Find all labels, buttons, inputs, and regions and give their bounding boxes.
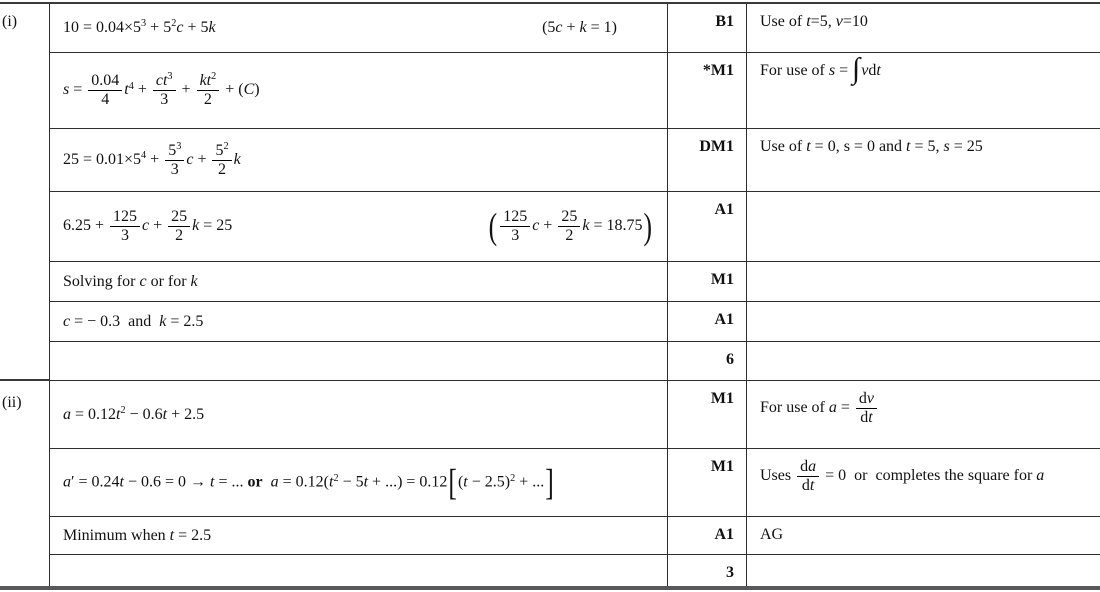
math-msup xyxy=(510,473,515,484)
math-mi: k xyxy=(579,19,587,36)
comment-cell xyxy=(747,53,1100,129)
math-mi: t xyxy=(124,81,129,99)
total-marks-i: 6 xyxy=(668,342,747,381)
math-mi: v xyxy=(866,390,875,407)
working-cell xyxy=(50,342,668,381)
math-mfr xyxy=(165,142,184,179)
equation-side xyxy=(542,19,617,37)
math-mn xyxy=(797,458,819,477)
part-label-i-cell xyxy=(0,4,50,381)
math-mn xyxy=(168,208,190,227)
working-cell xyxy=(50,381,668,449)
math-mt: Uses xyxy=(760,467,796,485)
mark-cell: M1 xyxy=(668,262,747,302)
math-mt: 125 xyxy=(113,208,138,226)
math-mt: = 0.12 xyxy=(71,405,117,423)
math-mt: + xyxy=(149,217,167,235)
math-mi: v xyxy=(861,62,869,79)
math-mt: = 5, xyxy=(910,138,944,155)
working-cell xyxy=(50,192,668,262)
total-marks-ii: 3 xyxy=(668,555,747,586)
math-msup xyxy=(333,473,338,484)
math-mt: + xyxy=(539,217,557,235)
mark-cell: M1 xyxy=(668,381,747,449)
math-mi: t xyxy=(906,138,911,155)
math-msup xyxy=(141,18,146,29)
math-mt: = xyxy=(836,399,854,417)
math-mt: 25 xyxy=(171,208,188,226)
math-mi: t xyxy=(463,473,468,491)
math-mi: k xyxy=(208,19,216,36)
math-mt: =5, xyxy=(810,13,836,30)
math-mt: 3 xyxy=(160,91,169,108)
math-mfr xyxy=(168,208,190,245)
math-mt: 3 xyxy=(176,140,182,152)
math-mi: C xyxy=(243,81,255,99)
equation xyxy=(63,273,198,291)
equation xyxy=(63,72,260,109)
mark-cell: DM1 xyxy=(668,129,747,192)
math-mbig: ) xyxy=(643,204,652,247)
math-mt: = 0 or completes the square for xyxy=(821,467,1037,485)
math-mi: t xyxy=(363,473,369,491)
math-mt: d xyxy=(858,390,867,407)
math-msup xyxy=(129,81,134,92)
math-mt: ( xyxy=(457,473,464,491)
math-mt: 5 xyxy=(168,141,177,159)
math-mt: 2 xyxy=(171,18,177,30)
equation xyxy=(63,406,204,424)
math-mfr xyxy=(88,72,122,109)
math-mt: − 5 xyxy=(338,473,364,491)
equation xyxy=(63,19,216,37)
math-mt: − 2.5) xyxy=(467,473,511,491)
math-mt: 2 xyxy=(333,472,339,484)
math-md xyxy=(797,477,819,495)
math-mn xyxy=(153,72,176,91)
math-md xyxy=(558,227,580,245)
math-mt: = 25 xyxy=(199,217,233,235)
math-mn xyxy=(110,208,140,227)
math-mt: = xyxy=(835,62,853,79)
math-mt: For use of xyxy=(760,399,829,417)
math-mt: 25 xyxy=(561,208,578,226)
math-mt: 2 xyxy=(211,71,217,83)
math-mt: + xyxy=(177,81,195,99)
math-msup xyxy=(171,18,176,29)
math-msup xyxy=(176,141,181,152)
math-mn xyxy=(165,142,184,161)
math-mt: 4 xyxy=(101,91,110,108)
math-mi: t xyxy=(809,476,815,494)
math-mt: 3 xyxy=(121,227,130,244)
part-label-i: (i) xyxy=(2,13,18,30)
math-mt: = − 0.3 and xyxy=(70,312,160,330)
math-mt: + xyxy=(146,150,164,168)
math-mt: ′ = 0.24 xyxy=(71,473,120,491)
math-mi: c xyxy=(176,19,184,36)
math-mt: 25 = 0.01×5 xyxy=(63,150,142,168)
math-mt: 2 xyxy=(223,140,229,152)
math-mi: ct xyxy=(155,72,168,90)
math-mt: 4 xyxy=(141,150,147,162)
math-mn xyxy=(558,208,580,227)
math-mi: k xyxy=(233,150,241,168)
working-cell xyxy=(50,262,668,302)
math-mi: a xyxy=(1036,467,1045,485)
math-mi: a xyxy=(828,399,837,417)
math-mi: t xyxy=(876,62,881,79)
math-mt: 2 xyxy=(510,472,516,484)
math-mi: t xyxy=(806,138,811,155)
math-md xyxy=(153,91,176,109)
mark-cell: A1 xyxy=(668,517,747,555)
math-mi: t xyxy=(210,473,215,491)
math-mt: =10 xyxy=(842,13,868,30)
math-msup xyxy=(141,150,146,161)
math-mt: + ( xyxy=(221,81,244,99)
working-cell xyxy=(50,53,668,129)
math-mn xyxy=(856,390,877,409)
math-msup xyxy=(120,405,125,416)
math-mt: + ...) = 0.12 xyxy=(368,473,448,491)
comment-text xyxy=(760,458,1044,495)
math-mi: k xyxy=(159,312,167,330)
comment-text xyxy=(760,390,879,427)
math-mi: c xyxy=(139,272,147,290)
math-mn xyxy=(212,142,231,161)
math-mi: k xyxy=(582,217,590,235)
math-mt: + xyxy=(133,81,151,99)
mark-cell: M1 xyxy=(668,449,747,517)
math-mt: d xyxy=(860,408,869,426)
math-mi: v xyxy=(835,13,843,30)
math-mt: + xyxy=(562,19,580,36)
math-mt: − 0.6 = 0 → xyxy=(123,473,211,491)
math-mi: a xyxy=(63,405,71,423)
math-mbig: [ xyxy=(448,460,457,503)
comment-cell xyxy=(747,555,1100,586)
math-msup xyxy=(223,141,228,152)
math-mt: (5 xyxy=(542,19,556,36)
math-mt: + 5 xyxy=(146,19,172,36)
math-mn xyxy=(88,72,122,91)
math-mt: + ... xyxy=(515,473,545,491)
math-mt: Use of xyxy=(760,138,807,155)
comment-text xyxy=(760,53,881,85)
equation xyxy=(63,527,211,545)
math-mt: d xyxy=(801,476,810,494)
math-mt: = 25 xyxy=(949,138,983,155)
math-msup xyxy=(211,71,216,82)
math-mn xyxy=(500,208,530,227)
math-mfr xyxy=(797,458,819,495)
comment-cell xyxy=(747,381,1100,449)
math-md xyxy=(110,227,140,245)
math-mi: t xyxy=(806,13,811,30)
math-mfr xyxy=(856,390,877,427)
equation xyxy=(63,460,555,503)
comment-cell xyxy=(747,192,1100,262)
math-mi: s xyxy=(943,138,950,155)
math-mi: c xyxy=(63,312,71,330)
math-md xyxy=(500,227,530,245)
math-mt: or for xyxy=(146,272,191,290)
math-mt: 6.25 + xyxy=(63,217,109,235)
math-mi: c xyxy=(555,19,563,36)
comment-cell xyxy=(747,449,1100,517)
math-mi: t xyxy=(169,526,175,544)
math-mt: 0.04 xyxy=(91,72,120,90)
mark-cell: A1 xyxy=(668,192,747,262)
math-mt: Solving for xyxy=(63,272,140,290)
math-mn xyxy=(197,72,220,91)
math-mt: = ... xyxy=(214,473,248,491)
mark-scheme-table xyxy=(0,2,1100,590)
math-md xyxy=(197,91,220,109)
part-label-ii-cell xyxy=(0,381,50,586)
math-mt: For use of xyxy=(760,62,829,79)
math-mi: c xyxy=(142,217,150,235)
math-mfr xyxy=(558,208,580,245)
math-mt: d xyxy=(868,62,877,79)
math-mb: or xyxy=(247,473,263,491)
comment-cell xyxy=(747,517,1100,555)
comment-text xyxy=(760,13,868,31)
mark-cell: *M1 xyxy=(668,53,747,129)
comment-cell xyxy=(747,302,1100,342)
math-mi: t xyxy=(162,405,168,423)
math-mi: k xyxy=(190,272,198,290)
math-mt: 4 xyxy=(128,80,134,92)
math-mfr xyxy=(110,208,140,245)
math-mi: t xyxy=(119,473,124,491)
comment-cell xyxy=(747,4,1100,53)
math-msup xyxy=(167,71,172,82)
math-mbig: ] xyxy=(545,460,554,503)
math-mt: d xyxy=(800,458,809,475)
math-mt: 2 xyxy=(203,91,212,108)
math-mi: s xyxy=(828,62,836,79)
part-label-ii: (ii) xyxy=(2,394,22,411)
math-mfr xyxy=(500,208,530,245)
math-mt: = 0, s = 0 and xyxy=(810,138,907,155)
math-mt xyxy=(263,473,271,490)
math-mt: 3 xyxy=(167,71,173,83)
working-cell xyxy=(50,555,668,586)
math-mt: − 0.6 xyxy=(125,405,163,423)
math-mt: 2 xyxy=(565,227,574,244)
math-mi: a xyxy=(808,458,817,475)
comment-text xyxy=(760,526,783,544)
math-mt: = 0.12( xyxy=(278,473,329,491)
math-mt: + 5 xyxy=(183,19,209,36)
working-cell xyxy=(50,517,668,555)
working-cell xyxy=(50,449,668,517)
math-md xyxy=(212,161,231,179)
math-mt: = 2.5 xyxy=(166,312,204,330)
math-mi: t xyxy=(328,473,334,491)
math-md xyxy=(168,227,190,245)
math-mi: k xyxy=(192,217,200,235)
equation xyxy=(63,142,241,179)
math-mt: Use of xyxy=(760,13,807,30)
mark-cell: A1 xyxy=(668,302,747,342)
math-mt: 2 xyxy=(175,227,184,244)
math-mt: AG xyxy=(760,526,784,543)
math-mfr xyxy=(212,142,231,179)
working-cell xyxy=(50,129,668,192)
math-mi: a xyxy=(63,473,71,491)
math-md xyxy=(88,91,122,109)
math-mint: ∫ xyxy=(852,53,861,85)
math-mt: 2 xyxy=(120,404,126,416)
math-mt: = xyxy=(69,81,87,99)
math-mt: + 2.5 xyxy=(167,405,205,423)
math-mfr xyxy=(153,72,176,109)
math-mt: = 2.5 xyxy=(174,526,212,544)
equation-side xyxy=(488,204,653,247)
math-mi: c xyxy=(532,217,540,235)
math-mt: + xyxy=(193,150,211,168)
math-mt: 10 = 0.04×5 xyxy=(63,19,142,36)
equation xyxy=(63,313,203,331)
equation xyxy=(63,208,232,245)
math-md xyxy=(856,409,877,427)
math-mt: = 1) xyxy=(586,19,617,36)
math-mi: a xyxy=(270,473,279,491)
math-mfr xyxy=(197,72,220,109)
math-mt: 125 xyxy=(503,208,528,226)
math-mt: 2 xyxy=(218,160,227,178)
math-mt: 3 xyxy=(511,227,520,244)
working-cell xyxy=(50,302,668,342)
math-mt: 5 xyxy=(215,141,224,159)
math-mi: kt xyxy=(199,72,212,90)
math-mi: t xyxy=(868,408,873,426)
math-md xyxy=(165,161,184,179)
math-mbig: ( xyxy=(488,204,498,247)
math-mt: 3 xyxy=(141,18,147,30)
math-mt: = 18.75 xyxy=(589,217,643,235)
math-mt: ) xyxy=(254,81,260,99)
comment-text xyxy=(760,138,983,156)
math-mi: t xyxy=(116,405,121,423)
mark-cell: B1 xyxy=(668,4,747,53)
comment-cell xyxy=(747,262,1100,302)
working-cell xyxy=(50,4,668,53)
math-mi: s xyxy=(63,81,70,99)
comment-cell xyxy=(747,342,1100,381)
math-mt: 3 xyxy=(170,160,179,178)
comment-cell xyxy=(747,129,1100,192)
math-mi: c xyxy=(186,150,194,168)
math-mt: Minimum when xyxy=(63,526,170,544)
